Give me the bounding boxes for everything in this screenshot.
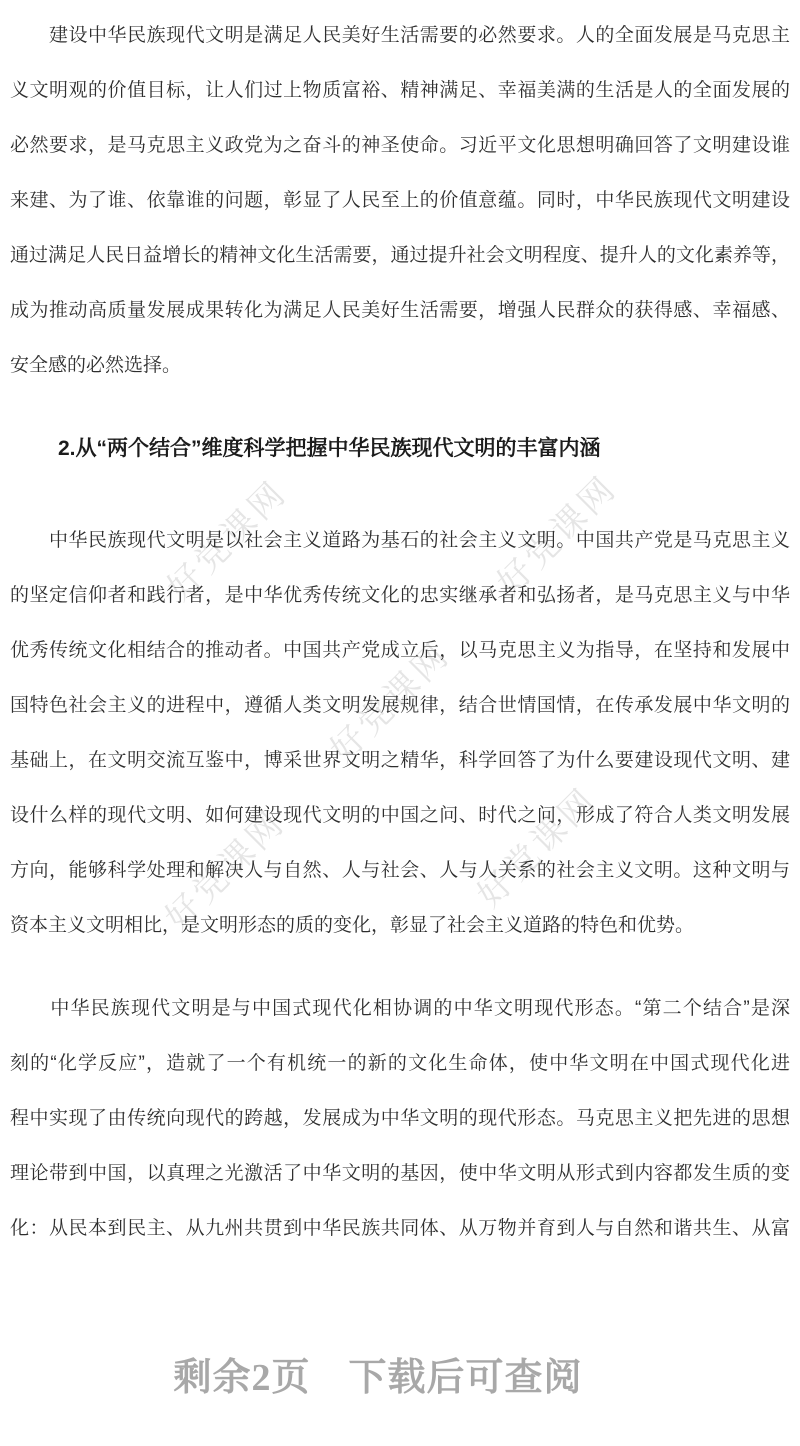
paragraph bbox=[10, 8, 790, 393]
text-line: 程中实现了由传统向现代的跨越，发展成为中华文明的现代形态。马克思主义把先进的思想 bbox=[10, 1108, 790, 1129]
text-line: 中华民族现代文明是与中国式现代化相协调的中华文明现代形态。“第二个结合”是深 bbox=[10, 998, 790, 1019]
watermark-text: 好党课网 bbox=[490, 468, 625, 603]
text-line: 的坚定信仰者和践行者，是中华优秀传统文化的忠实继承者和弘扬者，是马克思主义与中华 bbox=[10, 585, 790, 606]
download-note: 下载后可查阅 bbox=[348, 1357, 583, 1399]
text-line: 化：从民本到民主、从九州共贯到中华民族共同体、从万物并育到人与自然和谐共生、从富 bbox=[10, 1218, 790, 1239]
text-line: 方向，能够科学处理和解决人与自然、人与社会、人与人关系的社会主义文明。这种文明与 bbox=[10, 860, 790, 881]
watermark-text: 好党课网 bbox=[158, 803, 293, 938]
text-line: 必然要求，是马克思主义政党为之奋斗的神圣使命。习近平文化思想明确回答了文明建设谁 bbox=[10, 135, 790, 156]
text-line: 中华民族现代文明是以社会主义道路为基石的社会主义文明。中国共产党是马克思主义 bbox=[10, 530, 790, 551]
text-line: 义文明观的价值目标，让人们过上物质富裕、精神满足、幸福美满的生活是人的全面发展的 bbox=[10, 80, 790, 101]
text-line: 基础上，在文明交流互鉴中，博采世界文明之精华，科学回答了为什么要建设现代文明、建 bbox=[10, 750, 790, 771]
section-heading: 2.从“两个结合”维度科学把握中华民族现代文明的丰富内涵 bbox=[58, 437, 601, 460]
page-footer bbox=[0, 1346, 756, 1401]
text-line: 安全感的必然选择。 bbox=[10, 355, 182, 376]
text-line: 资本主义文明相比，是文明形态的质的变化，彰显了社会主义道路的特色和优势。 bbox=[10, 915, 695, 936]
remaining-pages-label: 剩余2页 bbox=[173, 1357, 311, 1399]
text-line: 理论带到中国，以真理之光激活了中华文明的基因，使中华文明从形式到内容都发生质的变 bbox=[10, 1163, 790, 1184]
watermark-text: 好党课网 bbox=[323, 635, 458, 770]
text-line: 设什么样的现代文明、如何建设现代文明的中国之问、时代之问，形成了符合人类文明发展 bbox=[10, 805, 790, 826]
text-line: 刻的“化学反应”，造就了一个有机统一的新的文化生命体，使中华文明在中国式现代化进 bbox=[10, 1053, 790, 1074]
paragraph bbox=[10, 981, 790, 1256]
text-line: 通过满足人民日益增长的精神文化生活需要，通过提升社会文明程度、提升人的文化素养等， bbox=[10, 245, 790, 266]
text-line: 国特色社会主义的进程中，遵循人类文明发展规律，结合世情国情，在传承发展中华文明的 bbox=[10, 695, 790, 716]
text-line: 建设中华民族现代文明是满足人民美好生活需要的必然要求。人的全面发展是马克思主 bbox=[10, 25, 790, 46]
paragraph bbox=[10, 513, 790, 953]
watermark-text: 好党课网 bbox=[470, 780, 605, 915]
text-line: 成为推动高质量发展成果转化为满足人民美好生活需要，增强人民群众的获得感、幸福感、 bbox=[10, 300, 790, 321]
text-line: 来建、为了谁、依靠谁的问题，彰显了人民至上的价值意蕴。同时，中华民族现代文明建设 bbox=[10, 190, 790, 211]
watermark-text: 好党课网 bbox=[160, 473, 295, 608]
text-line: 优秀传统文化相结合的推动者。中国共产党成立后，以马克思主义为指导，在坚持和发展中 bbox=[10, 640, 790, 661]
